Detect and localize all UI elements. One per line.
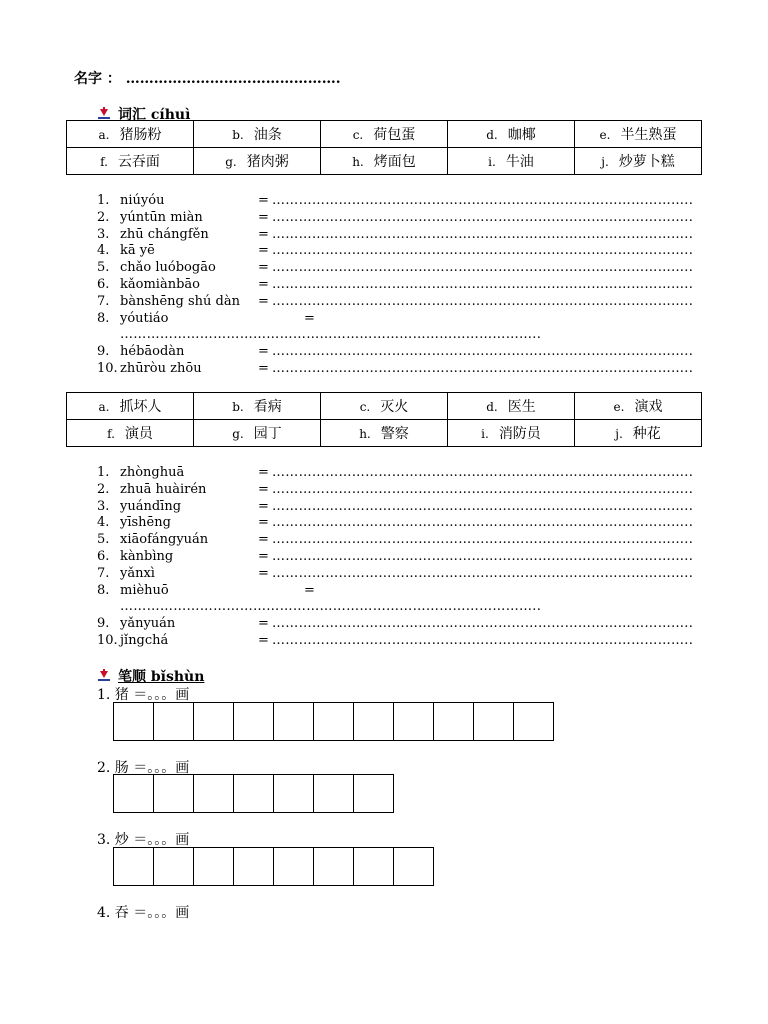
answer-line[interactable]: ………………………………………………………………………………….. — [272, 209, 694, 225]
list-item: 9. hébāodàn = ………………………………………………………………………………….. — [97, 344, 694, 360]
list-item: 6. kǎomiànbāo = ………………………………………………………………………………….. — [97, 276, 694, 292]
name-field — [74, 68, 341, 88]
table-cell: e. 演戏 — [574, 393, 701, 420]
name-line[interactable]: ………………………………………. — [125, 71, 341, 87]
stroke-grid — [113, 847, 434, 886]
stroke-title: 笔顺 bǐshùn — [118, 669, 205, 685]
vocab-title: 词汇 cíhuì — [118, 107, 191, 123]
answer-line[interactable]: ………………………………………………………………………………….. — [272, 548, 694, 564]
stroke-box[interactable] — [113, 847, 154, 886]
stroke-box[interactable] — [153, 702, 194, 741]
answer-line[interactable]: ………………………………………………………………………………….. — [272, 260, 694, 276]
list-item: 4. yīshēng = ………………………………………………………………………………….. — [97, 515, 694, 531]
table-cell: f. 云吞面 — [67, 148, 194, 175]
table-cell: b. 看病 — [193, 393, 320, 420]
stroke-box[interactable] — [353, 702, 394, 741]
list-item: 1. niúyóu = ………………………………………………………………………………….. — [97, 193, 694, 208]
answer-line[interactable]: ………………………………………………………………………………….. — [272, 226, 694, 242]
stroke-box[interactable] — [153, 847, 194, 886]
table-cell: g. 猪肉粥 — [193, 148, 320, 175]
table-cell: f. 演员 — [67, 420, 194, 447]
bullet-icon — [98, 107, 110, 121]
list-item: 1. zhònghuā = ………………………………………………………………………………….. — [97, 465, 694, 480]
list-item: 3. zhū chángfěn = ………………………………………………………………………………….. — [97, 226, 694, 242]
stroke-box[interactable] — [193, 774, 234, 813]
table-cell: a. 猪肠粉 — [67, 121, 194, 148]
stroke-question: 4. 吞 ＝。。。画 — [97, 905, 190, 921]
list-item: 8. mièhuō = — [97, 582, 315, 598]
answer-list-food — [97, 193, 693, 378]
answer-line[interactable]: ………………………………………………………………………………….. — [272, 360, 694, 376]
stroke-box[interactable] — [193, 702, 234, 741]
answer-line[interactable]: ………………………………………………………………………………….. — [272, 276, 694, 292]
vocab-table-food — [66, 120, 702, 175]
answer-line[interactable]: ………………………………………………………………………………….. — [272, 243, 694, 259]
stroke-box[interactable] — [313, 702, 354, 741]
list-item: 10. jǐngchá = ………………………………………………………………………………….. — [97, 632, 694, 648]
list-item: 4. kā yē = ………………………………………………………………………………….. — [97, 243, 694, 259]
bullet-icon — [98, 669, 110, 683]
stroke-box[interactable] — [353, 774, 394, 813]
table-cell: h. 烤面包 — [320, 148, 447, 175]
table-cell: e. 半生熟蛋 — [574, 121, 701, 148]
stroke-question: 2. 肠 ＝。。。画 — [97, 760, 190, 776]
answer-line[interactable]: ………………………………………………………………………………….. — [272, 565, 694, 581]
table-row — [67, 420, 702, 447]
list-item: 8. yóutiáo = — [97, 310, 315, 326]
answer-line[interactable]: ………………………………………………………………………………….. — [272, 344, 694, 360]
vocab-table-jobs — [66, 392, 702, 447]
stroke-grid — [113, 702, 554, 741]
table-cell: g. 园丁 — [193, 420, 320, 447]
answer-line[interactable]: ………………………………………………………………………………….. — [272, 465, 694, 480]
stroke-box[interactable] — [513, 702, 554, 741]
stroke-box[interactable] — [273, 702, 314, 741]
table-cell: d. 咖椰 — [447, 121, 574, 148]
answer-line[interactable]: ………………………………………………………………………………….. — [120, 327, 542, 343]
table-row — [67, 393, 702, 420]
list-item: 7. bànshēng shú dàn = ………………………………………………………………………………….. — [97, 293, 694, 309]
stroke-box[interactable] — [233, 847, 274, 886]
list-item: 3. yuándīng = ………………………………………………………………………………….. — [97, 498, 694, 514]
stroke-heading — [98, 666, 204, 686]
answer-line[interactable]: ………………………………………………………………………………….. — [272, 193, 694, 208]
answer-line[interactable]: ………………………………………………………………………………….. — [272, 616, 694, 632]
table-cell: i. 消防员 — [447, 420, 574, 447]
answer-line[interactable]: ………………………………………………………………………………….. — [272, 498, 694, 514]
stroke-box[interactable] — [233, 774, 274, 813]
table-cell: j. 种花 — [574, 420, 701, 447]
table-cell: d. 医生 — [447, 393, 574, 420]
table-cell: h. 警察 — [320, 420, 447, 447]
stroke-box[interactable] — [393, 847, 434, 886]
stroke-grid — [113, 774, 394, 813]
answer-line[interactable]: ………………………………………………………………………………….. — [120, 599, 542, 615]
table-cell: i. 牛油 — [447, 148, 574, 175]
table-cell: j. 炒萝卜糕 — [574, 148, 701, 175]
stroke-box[interactable] — [113, 774, 154, 813]
answer-line[interactable]: ………………………………………………………………………………….. — [272, 293, 694, 309]
stroke-box[interactable] — [313, 847, 354, 886]
stroke-box[interactable] — [193, 847, 234, 886]
list-item: 7. yǎnxì = ………………………………………………………………………………….. — [97, 565, 694, 581]
stroke-box[interactable] — [313, 774, 354, 813]
table-cell: a. 抓坏人 — [67, 393, 194, 420]
stroke-box[interactable] — [433, 702, 474, 741]
stroke-box[interactable] — [353, 847, 394, 886]
table-cell: c. 灭火 — [320, 393, 447, 420]
list-item: 9. yǎnyuán = ………………………………………………………………………………….. — [97, 616, 694, 632]
answer-line[interactable]: ………………………………………………………………………………….. — [272, 515, 694, 531]
stroke-box[interactable] — [273, 774, 314, 813]
stroke-question: 3. 炒 ＝。。。画 — [97, 832, 190, 848]
list-item: 6. kànbìng = ………………………………………………………………………………….. — [97, 548, 694, 564]
table-row — [67, 121, 702, 148]
stroke-box[interactable] — [273, 847, 314, 886]
name-label: 名字 ： — [74, 71, 121, 87]
table-row — [67, 148, 702, 175]
answer-line[interactable]: ………………………………………………………………………………….. — [272, 481, 694, 497]
answer-line[interactable]: ………………………………………………………………………………….. — [272, 532, 694, 548]
stroke-box[interactable] — [233, 702, 274, 741]
list-item: 5. xiāofángyuán = ………………………………………………………………………………….. — [97, 532, 694, 548]
table-cell: b. 油条 — [193, 121, 320, 148]
list-item: 10. zhūròu zhōu = ………………………………………………………………………………….. — [97, 360, 694, 376]
table-cell: c. 荷包蛋 — [320, 121, 447, 148]
stroke-box[interactable] — [473, 702, 514, 741]
list-item: 2. zhuā huàirén = ………………………………………………………………………………….. — [97, 481, 694, 497]
answer-line[interactable]: ………………………………………………………………………………….. — [272, 632, 694, 648]
stroke-box[interactable] — [113, 702, 154, 741]
stroke-question: 1. 猪 ＝。。。画 — [97, 687, 190, 703]
stroke-box[interactable] — [153, 774, 194, 813]
list-item: 2. yúntūn miàn = ………………………………………………………………………………….. — [97, 209, 694, 225]
list-item: 5. chǎo luóbogāo = ………………………………………………………………………………….. — [97, 260, 694, 276]
answer-list-jobs — [97, 465, 693, 650]
stroke-box[interactable] — [393, 702, 434, 741]
